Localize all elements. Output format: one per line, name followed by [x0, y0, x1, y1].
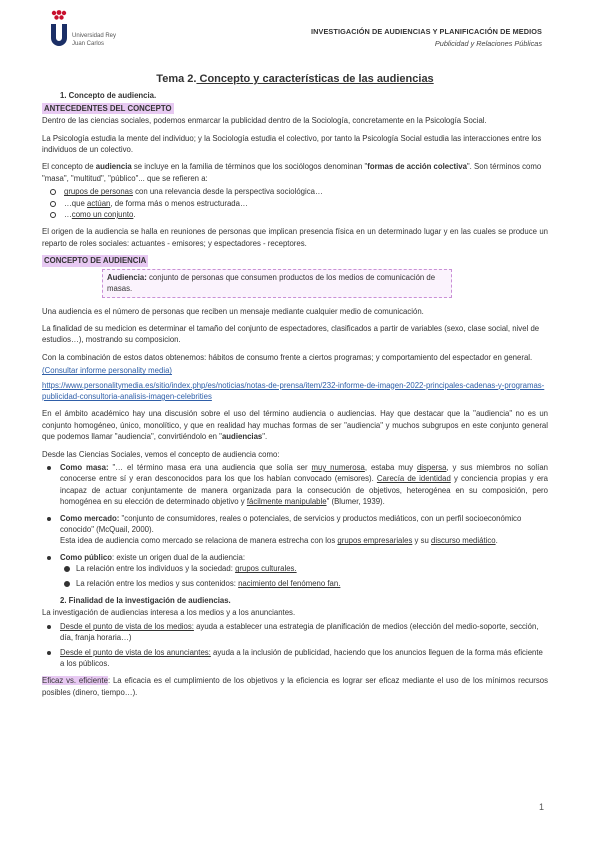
- definition-text: conjunto de personas que consumen productos de los medios de comunicación de masas.: [107, 272, 436, 294]
- definition-box: [102, 269, 452, 298]
- paragraph: La finalidad de su medicion es determinar el tamaño del conjunto de espectadores, clasificados a partir de variables (sexo, clase social, nivel de estudios…), mostrando su composicion.: [42, 323, 540, 345]
- subheading-antecedentes: ANTECEDENTES DEL CONCEPTO: [44, 103, 172, 113]
- collective-forms-list: [42, 186, 548, 220]
- document-body: [42, 68, 548, 704]
- list-item-publico: Como público: existe un origen dual de la audiencia: La relación entre los individuos y la sociedad: grupos culturales. La relación entre los medios y sus contenidos: nacimiento del fenómeno fan.: [42, 552, 548, 589]
- paragraph: Una audiencia es el número de personas que reciben un mensaje mediante cualquier medio de comunicación.: [42, 306, 424, 316]
- paragraph: En el ámbito académico hay una discusión sobre el uso del término audiencia o audiencias. Hay que destacar que la "audiencia" no es un conjunto homogéneo, único, monolítico, y que en realidad hay muchas formas de ser "audiencia" y muchos subgrupos en este conjunto general que podemos llamar "audiencia", convirtiéndolo en "audiencias".: [42, 409, 548, 442]
- list-item: …que actúan, de forma más o menos estructurada…: [42, 198, 548, 209]
- definition-term: Audiencia:: [107, 272, 147, 282]
- list-item-masa: Como masa: "… el término masa era una audiencia que solía ser muy numerosa, estaba muy dispersa, y sus miembros no solían conocerse entre sí y eran desconocidos para los que los habían convocado (emisores). Carecía de identidad y conciencia propias y era incapaz de actuar conjuntamente de manera organizada para la consecución de objetivos, heterogénea en su composición, pero homogénea en su elección de determinado objetivo y fácilmente manipulable" (Blumer, 1939).: [42, 462, 548, 508]
- paragraph: Desde las Ciencias Sociales, vemos el concepto de audiencia como:: [42, 449, 280, 459]
- paragraph: La investigación de audiencias interesa a los medios y a los anunciantes.: [42, 608, 296, 618]
- paragraph: La Psicología estudia la mente del individuo; y la Sociología estudia el colectivo, por tanto la Psicología Social estudia las interacciones entre los individuos de un colectivo.: [42, 133, 542, 155]
- paragraph: Con la combinación de estos datos obtenemos: hábitos de consumo frente a ciertos programas; y comportamiento del espectador en general.: [42, 352, 533, 362]
- running-header: [311, 27, 542, 48]
- course-subtitle: Publicidad y Relaciones Públicas: [434, 39, 542, 48]
- list-item: La relación entre los medios y sus contenidos: nacimiento del fenómeno fan.: [60, 578, 548, 589]
- list-item-medios: Desde el punto de vista de los medios: ayuda a establecer una estrategia de planificación de medios (elección del medio-soporte, sección, día, franja horaria…): [42, 621, 548, 644]
- report-url-link[interactable]: https://www.personalitymedia.es/sitio/index.php/es/noticias/notas-de-prensa/item/232-informe-de-imagen-2022-principales-cadenas-y-programas-publicidad-consultoria-analisis-imagen-celebrities: [42, 380, 545, 401]
- list-item-anunciantes: Desde el punto de vista de los anunciantes: ayuda a la inclusión de publicidad, haciendo que los anuncios lleguen de la forma más eficiente a los públicos.: [42, 647, 548, 670]
- paragraph: El origen de la audiencia se halla en reuniones de personas que implican presencia física en un determinado lugar y en las cuales se produce un reparto de roles sociales: actuantes - emisores; y espectadores - receptores.: [42, 227, 548, 248]
- paragraph: Eficaz vs. eficiente: La eficacia es el cumplimiento de los objetivos y la eficiencia es lograr ser eficaz mediante el uso de los mínimos recursos posibles (dinero, tiempo…).: [42, 676, 548, 697]
- crown-icon: [50, 10, 68, 22]
- paragraph: Dentro de las ciencias sociales, podemos enmarcar la publicidad dentro de la Sociología, concretamente en la Psicología Social.: [42, 116, 487, 126]
- course-title: INVESTIGACIÓN DE AUDIENCIAS Y PLANIFICACIÓN DE MEDIOS: [311, 27, 542, 36]
- topic-title: [42, 74, 548, 85]
- audience-concepts-list: [42, 462, 548, 589]
- report-link-label[interactable]: (Consultar informe personality media): [42, 366, 173, 376]
- eficaz-eficiente-highlight: Eficaz vs. eficiente: [42, 676, 108, 686]
- section-1-heading: 1. Concepto de audiencia.: [60, 91, 157, 101]
- page-number: 1: [538, 802, 544, 812]
- topic-name: Concepto y características de las audiencias: [196, 73, 434, 85]
- list-item-mercado: Como mercado: "conjunto de consumidores, reales o potenciales, de servicios y productos mediáticos, con un perfil socioeconómico conocido" (McQuail, 2000). Esta idea de audiencia como mercado se relaciona de manera estrecha con los grupos empresariales y su discurso mediático.: [42, 513, 548, 547]
- research-purpose-list: [42, 621, 548, 670]
- subheading-concepto: CONCEPTO DE AUDIENCIA: [44, 256, 147, 266]
- list-item: …como un conjunto.: [42, 209, 548, 220]
- dual-origin-list: [60, 563, 548, 589]
- u-mark-icon: [50, 22, 68, 48]
- list-item: grupos de personas con una relevancia desde la perspectiva sociológica…: [42, 186, 548, 197]
- topic-prefix: Tema 2.: [156, 73, 197, 85]
- section-2-heading: 2. Finalidad de la investigación de audiencias.: [60, 596, 231, 606]
- list-item: La relación entre los individuos y la sociedad: grupos culturales.: [60, 563, 548, 574]
- paragraph: El concepto de audiencia se incluye en la familia de términos que los sociólogos denominan "formas de acción colectiva". Son términos como "masa", "multitud", "público"... que se refieren a:: [42, 162, 542, 183]
- university-logo: [50, 10, 130, 54]
- logo-text: Universidad Rey Juan Carlos: [72, 33, 117, 47]
